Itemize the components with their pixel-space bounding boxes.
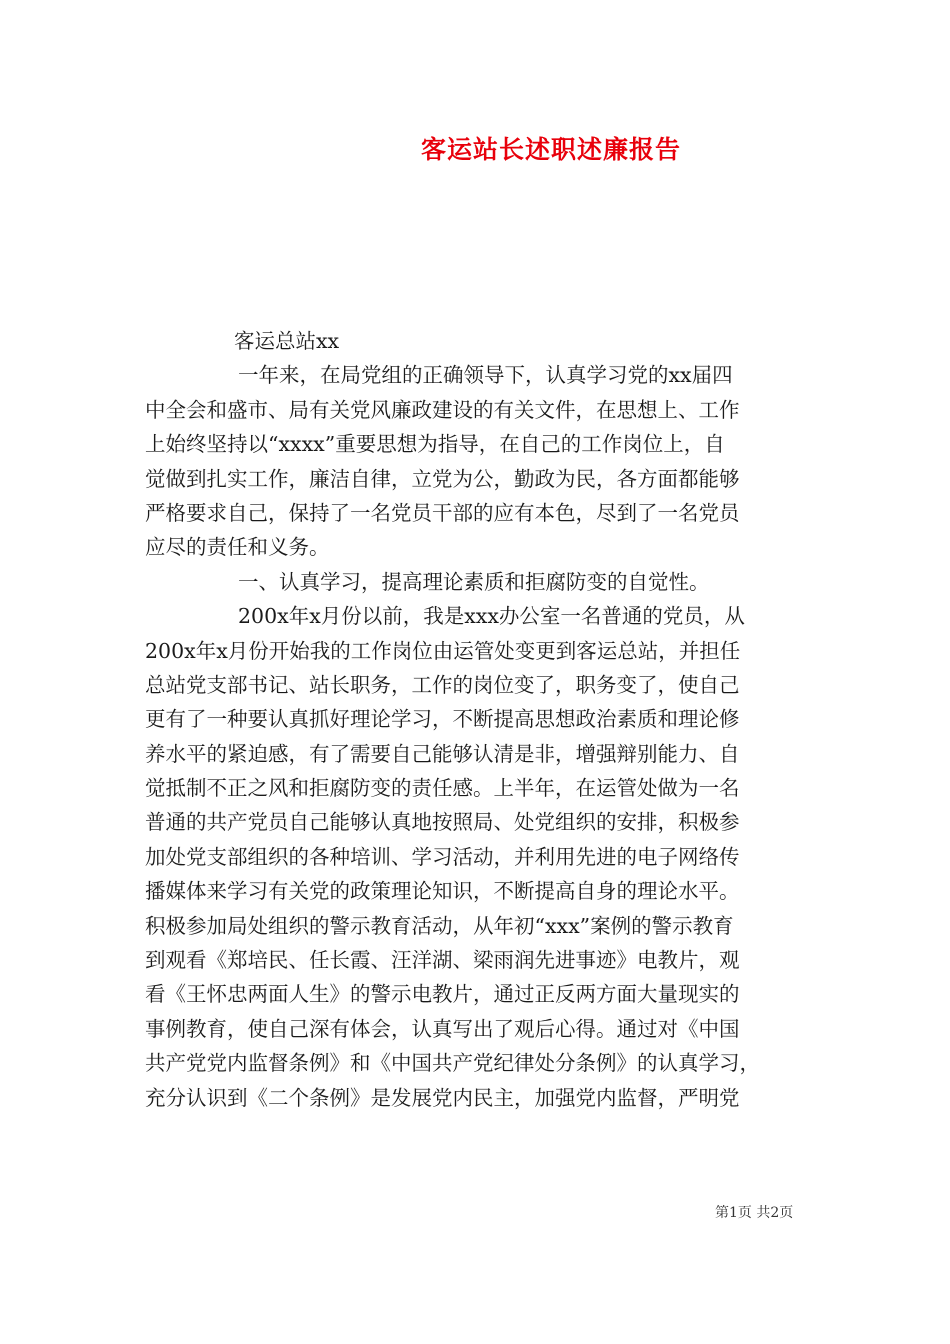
page-number-footer: 第1页 共2页 <box>715 1205 794 1221</box>
paragraph-line: 200x年x月份以前，我是xxx办公室一名普通的党员，从 <box>238 604 745 629</box>
paragraph-line: 积极参加局处组织的警示教育活动，从年初“xxx”案例的警示教育 <box>145 913 734 938</box>
paragraph-line: 更有了一种要认真抓好理论学习，不断提高思想政治素质和理论修 <box>145 707 740 732</box>
paragraph-line: 觉做到扎实工作，廉洁自律，立党为公，勤政为民，各方面都能够 <box>145 466 740 491</box>
paragraph-line: 200x年x月份开始我的工作岗位由运管处变更到客运总站，并担任 <box>145 638 741 663</box>
paragraph-line: 充分认识到《二个条例》是发展党内民主，加强党内监督，严明党 <box>145 1085 740 1110</box>
paragraph-line: 事例教育，使自己深有体会，认真写出了观后心得。通过对《中国 <box>145 1016 740 1041</box>
document-title: 客运站长述职述廉报告 <box>420 135 681 164</box>
document-body <box>145 324 809 1115</box>
paragraph-line: 觉抵制不正之风和拒腐防变的责任感。上半年，在运管处做为一名 <box>145 776 740 801</box>
paragraph-line: 养水平的紧迫感，有了需要自己能够认清是非，增强辩别能力、自 <box>145 741 740 766</box>
paragraph-line: 严格要求自己，保持了一名党员干部的应有本色，尽到了一名党员 <box>145 500 740 525</box>
paragraph-line: 普通的共产党员自己能够认真地按照局、处党组织的安排，积极参 <box>145 810 740 835</box>
author-line: 客运总站xx <box>234 329 340 353</box>
paragraph-line: 播媒体来学习有关党的政策理论知识，不断提高自身的理论水平。 <box>145 879 740 904</box>
paragraph-line: 应尽的责任和义务。 <box>145 535 330 560</box>
paragraph-line: 共产党党内监督条例》和《中国共产党纪律处分条例》的认真学习， <box>145 1051 760 1076</box>
paragraph-line: 加处党支部组织的各种培训、学习活动，并利用先进的电子网络传 <box>145 844 740 869</box>
paragraph-line: 中全会和盛市、局有关党风廉政建设的有关文件，在思想上、工作 <box>145 397 740 422</box>
section-heading: 一、认真学习，提高理论素质和拒腐防变的自觉性。 <box>238 569 710 594</box>
paragraph-line: 总站党支部书记、站长职务，工作的岗位变了，职务变了，使自己 <box>145 672 740 697</box>
paragraph-line: 到观看《郑培民、任长霞、汪洋湖、梁雨润先进事迹》电教片，观 <box>145 948 740 973</box>
paragraph-line: 看《王怀忠两面人生》的警示电教片，通过正反两方面大量现实的 <box>145 982 740 1007</box>
paragraph-line: 一年来，在局党组的正确领导下，认真学习党的xx届四 <box>238 363 733 388</box>
paragraph-line: 上始终坚持以“xxxx”重要思想为指导，在自己的工作岗位上，自 <box>145 432 725 457</box>
